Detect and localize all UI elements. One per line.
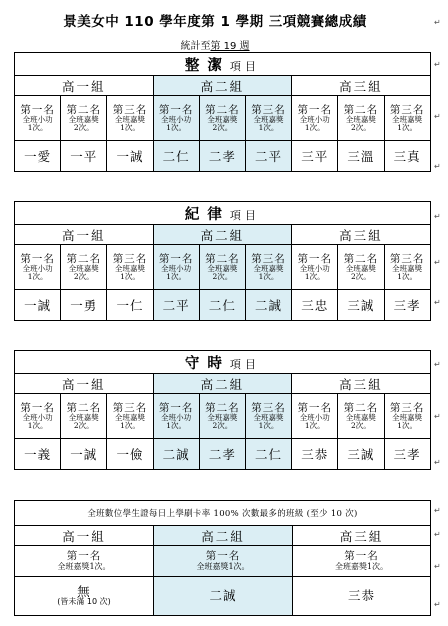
rank-cell (61, 96, 107, 141)
rank-label: 第一名 (297, 252, 332, 265)
paragraph-mark: ↵ (434, 18, 441, 27)
rank-award: 全班小功 (161, 263, 192, 273)
rank-label: 第二名 (66, 401, 102, 414)
rank-cell (245, 245, 291, 290)
result-cell: 三真 (384, 141, 430, 172)
category-name: 整潔 (184, 57, 230, 74)
result-cell (15, 577, 154, 616)
rank-count: 1次。 (258, 271, 279, 281)
result-cell: 一儉 (107, 439, 153, 470)
rank-award: 全班嘉獎 (114, 263, 145, 273)
result-cell: 二平 (153, 290, 199, 321)
category-suffix: 項目 (229, 59, 260, 73)
result-cell: 三孝 (384, 290, 430, 321)
group-header: 高一組 (15, 374, 154, 394)
rank-count: 2次。 (73, 420, 94, 430)
rank-label: 第二名 (343, 103, 379, 116)
rank-label: 第二名 (66, 103, 102, 116)
rank-label: 第三名 (112, 252, 148, 265)
rank-label: 第一名 (297, 103, 332, 116)
rank-award: 全班小功 (299, 412, 330, 422)
result-cell: 二平 (245, 141, 291, 172)
result-cell: 二孝 (199, 439, 245, 470)
rank-label: 第二名 (343, 401, 379, 414)
paragraph-mark: ↵ (434, 298, 441, 307)
attendance-table (14, 500, 431, 616)
paragraph-mark: ↵ (434, 562, 441, 571)
rank-count: 2次。 (73, 122, 94, 132)
category-suffix: 項目 (229, 357, 260, 371)
rank-count: 1次。 (304, 271, 325, 281)
rank-award: 全班嘉獎 (68, 114, 99, 124)
rank-award: 全班嘉獎 (345, 114, 376, 124)
rank-cell (107, 394, 153, 439)
rank-label: 第三名 (251, 401, 286, 414)
result-class: 二誠 (209, 588, 237, 604)
paragraph-mark: ↵ (434, 258, 441, 267)
rank-count: 1次。 (397, 420, 418, 430)
rank-label: 第一名 (66, 550, 102, 563)
group-header: 高一組 (15, 225, 154, 245)
rank-cell (15, 394, 61, 439)
rank-count: 1次。 (120, 420, 140, 430)
rank-count: 1次。 (120, 271, 140, 281)
rank-award: 全班小功 (299, 114, 330, 124)
rank-award: 全班嘉獎 (392, 263, 423, 273)
rank-label: 第一名 (20, 103, 55, 116)
category-suffix: 項目 (229, 208, 260, 222)
rank-label: 第三名 (112, 103, 148, 116)
group-header: 高二組 (154, 526, 293, 546)
result-cell: 三誠 (338, 290, 384, 321)
result-cell: 三溫 (338, 141, 384, 172)
rank-cell (384, 394, 430, 439)
rank-count: 1次。 (304, 420, 325, 430)
result-cell: 一愛 (15, 141, 61, 172)
group-header: 高三組 (292, 374, 431, 394)
rank-cell (15, 245, 61, 290)
rank-label: 第一名 (344, 550, 379, 563)
rank-cell (153, 96, 199, 141)
paragraph-mark: ↵ (434, 112, 441, 121)
rank-count: 1次。 (166, 122, 187, 132)
rank-award: 全班嘉獎 (114, 412, 145, 422)
result-class: 無 (77, 583, 91, 599)
rank-cell (107, 245, 153, 290)
category-header (15, 202, 431, 225)
rank-award: 全班嘉獎 (207, 412, 238, 422)
rank-award: 全班小功 (299, 263, 330, 273)
rank-award: 全班嘉獎1次。 (334, 562, 389, 572)
rank-award: 全班小功 (161, 412, 192, 422)
rank-count: 1次。 (27, 122, 48, 132)
rank-count: 1次。 (27, 420, 48, 430)
rank-cell (15, 546, 154, 577)
result-cell: 三忠 (292, 290, 338, 321)
group-header: 高一組 (15, 526, 154, 546)
rank-award: 全班嘉獎1次。 (196, 562, 250, 572)
rank-label: 第二名 (205, 103, 240, 116)
paragraph-mark: ↵ (434, 162, 441, 171)
rank-award: 全班嘉獎1次。 (57, 562, 111, 572)
paragraph-mark: ↵ (434, 60, 441, 69)
rank-award: 全班小功 (161, 114, 192, 124)
rank-label: 第二名 (205, 252, 240, 265)
paragraph-mark: ↵ (434, 412, 441, 421)
category-header (15, 351, 431, 374)
rank-label: 第三名 (251, 252, 286, 265)
rank-award: 全班小功 (22, 114, 53, 124)
stats-prefix: 統計至 (180, 41, 211, 52)
result-cell: 一義 (15, 439, 61, 470)
result-remark: (皆未滿 10 次) (57, 597, 111, 607)
rank-award: 全班嘉獎 (114, 114, 145, 124)
rank-award: 全班嘉獎 (345, 263, 376, 273)
rank-cell (245, 96, 291, 141)
rank-label: 第三名 (112, 401, 148, 414)
category-name: 守時 (184, 355, 230, 372)
group-header: 高二組 (153, 374, 292, 394)
rank-count: 2次。 (351, 420, 371, 430)
result-cell (154, 577, 293, 616)
rank-award: 全班嘉獎 (68, 263, 99, 273)
rank-label: 第一名 (205, 550, 241, 563)
rank-cell (338, 394, 384, 439)
rank-award: 全班嘉獎 (345, 412, 376, 422)
result-cell: 三孝 (384, 439, 430, 470)
rank-cell (107, 96, 153, 141)
rank-label: 第三名 (389, 401, 425, 414)
rank-count: 2次。 (212, 122, 233, 132)
rank-count: 1次。 (258, 420, 279, 430)
rank-cell (292, 245, 338, 290)
rank-cell (338, 96, 384, 141)
rank-count: 1次。 (258, 122, 279, 132)
rank-label: 第一名 (158, 103, 194, 116)
rank-count: 1次。 (397, 122, 418, 132)
rank-cell (61, 394, 107, 439)
paragraph-mark: ↵ (434, 212, 441, 221)
category-header (15, 53, 431, 76)
rank-cell (154, 546, 293, 577)
paragraph-mark: ↵ (434, 458, 441, 467)
rank-count: 2次。 (212, 420, 233, 430)
group-header: 高二組 (153, 76, 292, 96)
result-cell: 二仁 (153, 141, 199, 172)
rank-cell (61, 245, 107, 290)
rank-label: 第一名 (20, 401, 55, 414)
rank-cell (384, 96, 430, 141)
group-header: 高二組 (153, 225, 292, 245)
result-cell: 二誠 (245, 290, 291, 321)
attendance-note: 全班數位學生證每日上學刷卡率 100% 次數最多的班級 (至少 10 次) (15, 501, 431, 526)
result-cell: 三恭 (292, 439, 338, 470)
competition-table (14, 52, 431, 172)
rank-cell (199, 394, 245, 439)
group-header: 高三組 (292, 76, 431, 96)
rank-award: 全班嘉獎 (392, 412, 423, 422)
rank-label: 第一名 (158, 252, 194, 265)
result-class: 三恭 (348, 588, 376, 604)
rank-label: 第二名 (343, 252, 379, 265)
rank-award: 全班嘉獎 (68, 412, 99, 422)
result-cell: 一仁 (107, 290, 153, 321)
rank-count: 1次。 (304, 122, 325, 132)
rank-cell (199, 96, 245, 141)
result-cell: 二仁 (245, 439, 291, 470)
rank-label: 第一名 (297, 401, 332, 414)
rank-label: 第一名 (158, 401, 194, 414)
result-cell: 一誠 (107, 141, 153, 172)
rank-cell (338, 245, 384, 290)
group-header: 高一組 (15, 76, 154, 96)
rank-label: 第三名 (389, 103, 425, 116)
result-cell: 二孝 (199, 141, 245, 172)
rank-label: 第二名 (66, 252, 102, 265)
rank-count: 1次。 (397, 271, 418, 281)
rank-award: 全班嘉獎 (392, 114, 423, 124)
rank-cell (153, 245, 199, 290)
result-cell: 二誠 (153, 439, 199, 470)
rank-award: 全班嘉獎 (207, 263, 238, 273)
paragraph-mark: ↵ (434, 600, 441, 609)
rank-cell (292, 394, 338, 439)
rank-count: 1次。 (166, 271, 187, 281)
rank-cell (153, 394, 199, 439)
group-header: 高三組 (292, 225, 431, 245)
result-cell: 一誠 (61, 439, 107, 470)
result-cell: 二仁 (199, 290, 245, 321)
rank-award: 全班嘉獎 (253, 412, 284, 422)
rank-count: 1次。 (27, 271, 48, 281)
rank-count: 2次。 (351, 122, 371, 132)
stats-subtitle (0, 37, 430, 52)
result-cell: 一誠 (15, 290, 61, 321)
rank-award: 全班小功 (22, 263, 53, 273)
competition-table (14, 201, 431, 321)
rank-cell (245, 394, 291, 439)
result-cell: 三平 (292, 141, 338, 172)
rank-label: 第三名 (251, 103, 286, 116)
result-cell: 一勇 (61, 290, 107, 321)
rank-cell (293, 546, 431, 577)
result-cell: 一平 (61, 141, 107, 172)
stats-week: 第 19 週 (210, 41, 250, 52)
rank-count: 1次。 (166, 420, 187, 430)
rank-award: 全班嘉獎 (207, 114, 238, 124)
paragraph-mark: ↵ (434, 530, 441, 539)
rank-cell (15, 96, 61, 141)
rank-award: 全班小功 (22, 412, 53, 422)
paragraph-mark: ↵ (434, 360, 441, 369)
rank-award: 全班嘉獎 (253, 114, 284, 124)
result-cell: 三誠 (338, 439, 384, 470)
rank-award: 全班嘉獎 (253, 263, 284, 273)
rank-label: 第二名 (205, 401, 240, 414)
rank-count: 2次。 (351, 271, 371, 281)
rank-label: 第一名 (20, 252, 55, 265)
rank-cell (199, 245, 245, 290)
rank-cell (384, 245, 430, 290)
competition-table (14, 350, 431, 470)
rank-cell (292, 96, 338, 141)
rank-count: 2次。 (73, 271, 94, 281)
document-title: 景美女中 110 學年度第 1 學期 三項競賽總成績 (63, 14, 367, 30)
paragraph-mark: ↵ (434, 506, 441, 515)
rank-count: 2次。 (212, 271, 233, 281)
result-cell (293, 577, 431, 616)
category-name: 紀律 (184, 206, 230, 223)
rank-label: 第三名 (389, 252, 425, 265)
rank-count: 1次。 (120, 122, 140, 132)
group-header: 高三組 (293, 526, 431, 546)
